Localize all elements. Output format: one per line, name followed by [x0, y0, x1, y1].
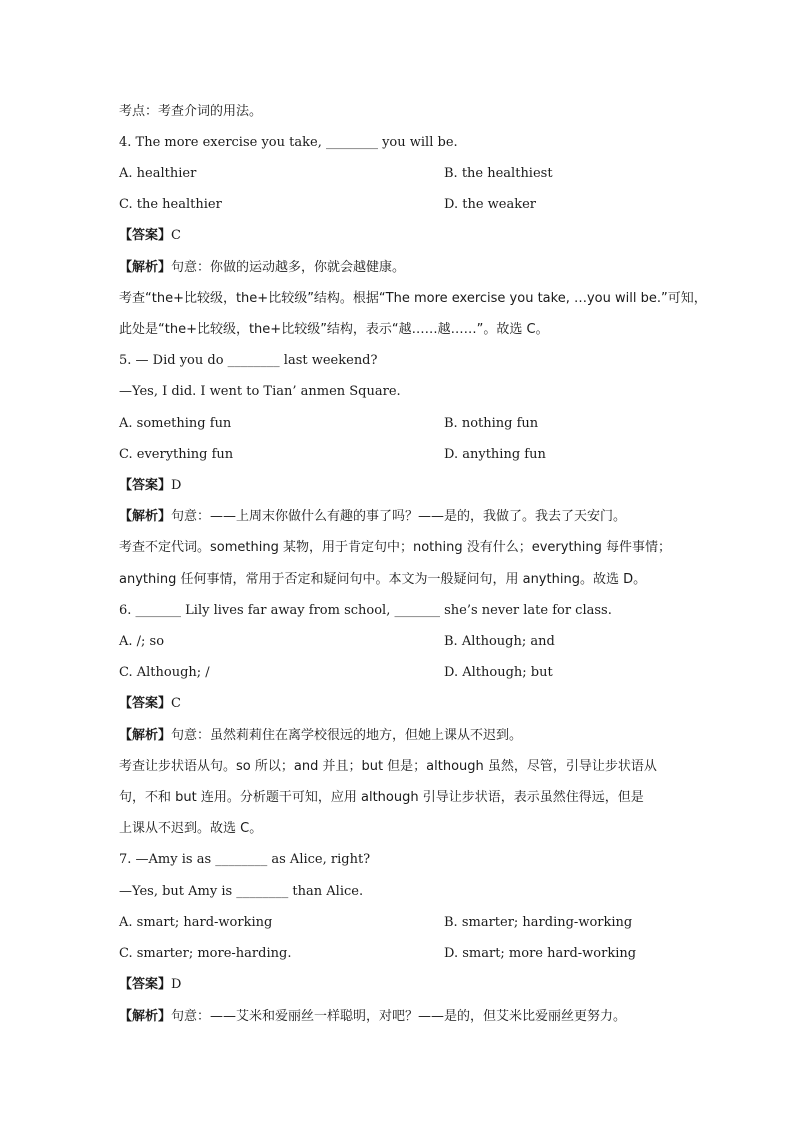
q7-option-a: A. smart; hard-working [119, 915, 273, 930]
q4-option-d: D. the weaker [444, 197, 537, 212]
question-4-stem: 4. The more exercise you take, ________ you will be. [119, 135, 458, 150]
analysis-tag: 【解析】 [119, 1009, 172, 1024]
q6-option-d: D. Although; but [444, 665, 553, 680]
answer-tag: 【答案】 [119, 228, 172, 243]
answer-value: C [171, 696, 181, 711]
answer-value: D [171, 478, 182, 493]
question-6-stem: 6. _______ Lily lives far away from school, _______ she’s never late for class. [119, 603, 612, 618]
q5-option-b: B. nothing fun [444, 416, 539, 431]
answer-tag: 【答案】 [119, 478, 172, 493]
q6-analysis-2: 考查让步状语从句。so 所以；and 并且；but 但是；although 虽然，尽管，引导让步状语从 [119, 759, 657, 774]
q6-analysis-3: 句，不和 but 连用。分析题干可知，应用 although 引导让步状语，表示虽然住得远，但是 [119, 790, 644, 805]
question-7-stem: 7. —Amy is as ________ as Alice, right? [119, 852, 371, 867]
q4-analysis-3: 此处是“the+比较级，the+比较级”结构，表示“越……越……”。故选 C。 [119, 322, 549, 337]
analysis-tag: 【解析】 [119, 728, 172, 743]
q4-option-a: A. healthier [119, 166, 197, 181]
question-7-reply: —Yes, but Amy is ________ than Alice. [119, 884, 364, 899]
q5-option-c: C. everything fun [119, 447, 234, 462]
q5-option-d: D. anything fun [444, 447, 546, 462]
q5-analysis-3: anything 任何事情，常用于否定和疑问句中。本文为一般疑问句，用 anything。故选 D。 [119, 572, 647, 587]
q4-analysis-2: 考查“the+比较级，the+比较级”结构。根据“The more exercise you take, …you will be.”可知， [119, 291, 707, 306]
answer-tag: 【答案】 [119, 977, 172, 992]
q5-analysis-2: 考查不定代词。something 某物，用于肯定句中；nothing 没有什么；everything 每件事情； [119, 540, 672, 555]
q7-option-b: B. smarter; harding-working [444, 915, 633, 930]
question-5-reply: —Yes, I did. I went to Tian’ anmen Square. [119, 384, 401, 399]
analysis-text: 句意：——上周末你做什么有趣的事了吗？——是的，我做了。我去了天安门。 [171, 509, 627, 524]
analysis-text: 句意：你做的运动越多，你就会越健康。 [171, 260, 406, 275]
q4-option-b: B. the healthiest [444, 166, 553, 181]
kaodian-line: 考点：考查介词的用法。 [119, 104, 263, 119]
q5-option-a: A. something fun [119, 416, 232, 431]
q7-option-d: D. smart; more hard-working [444, 946, 637, 961]
answer-value: C [171, 228, 181, 243]
analysis-tag: 【解析】 [119, 509, 172, 524]
q6-option-c: C. Although; / [119, 665, 210, 680]
q6-option-b: B. Although; and [444, 634, 555, 649]
q7-option-c: C. smarter; more-harding. [119, 946, 292, 961]
analysis-text: 句意：——艾米和爱丽丝一样聪明，对吧？——是的，但艾米比爱丽丝更努力。 [171, 1009, 627, 1024]
q6-answer [119, 695, 181, 713]
answer-tag: 【答案】 [119, 696, 172, 711]
q5-analysis-1 [119, 508, 626, 526]
q4-answer [119, 227, 181, 245]
question-5-stem: 5. — Did you do ________ last weekend? [119, 353, 378, 368]
analysis-tag: 【解析】 [119, 260, 172, 275]
q6-analysis-4: 上课从不迟到。故选 C。 [119, 821, 263, 836]
answer-value: D [171, 977, 182, 992]
q7-analysis-1 [119, 1008, 626, 1026]
q5-answer [119, 477, 181, 495]
q6-option-a: A. /; so [119, 634, 165, 649]
q6-analysis-1 [119, 727, 522, 745]
q7-answer [119, 976, 181, 994]
analysis-text: 句意：虽然莉莉住在离学校很远的地方，但她上课从不迟到。 [171, 728, 523, 743]
q4-analysis-1 [119, 259, 405, 277]
q4-option-c: C. the healthier [119, 197, 222, 212]
